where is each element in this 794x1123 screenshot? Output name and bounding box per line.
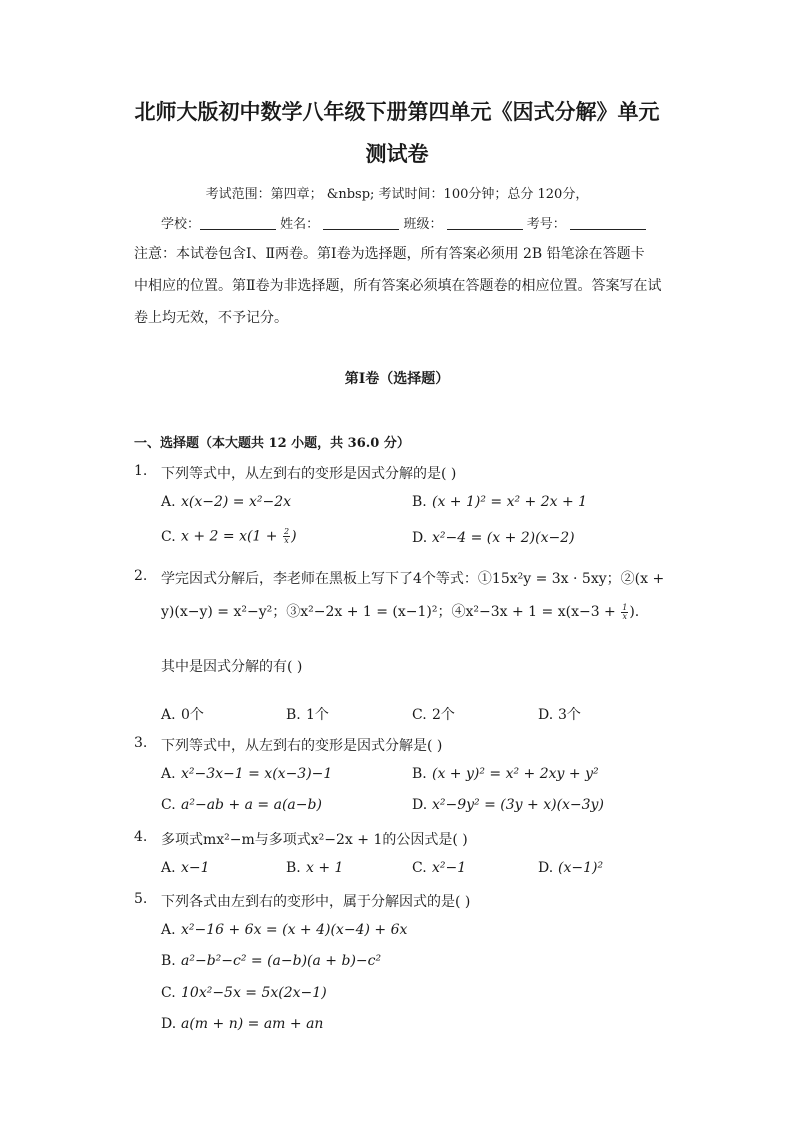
option-d[interactable]: [538, 704, 581, 724]
option-c[interactable]: [161, 985, 327, 1001]
fraction-denominator: x: [622, 611, 628, 621]
class-blank[interactable]: [447, 217, 523, 230]
school-label: 学校：: [161, 217, 201, 232]
question-stem: 下列等式中，从左到右的变形是因式分解的是( ): [161, 466, 457, 482]
option-label: D.: [161, 1016, 177, 1032]
option-d[interactable]: [412, 797, 604, 813]
option-text: x−1: [181, 860, 210, 876]
option-label: C.: [412, 860, 427, 876]
option-text: x²−1: [432, 860, 467, 876]
option-text: 10x²−5x = 5x(2x−1): [181, 985, 327, 1001]
option-a[interactable]: [161, 704, 204, 724]
option-c[interactable]: [412, 704, 455, 724]
fraction: [283, 528, 290, 545]
option-a[interactable]: [161, 494, 291, 510]
question-stem: 下列等式中，从左到右的变形是因式分解是( ): [161, 738, 443, 754]
option-label: C.: [412, 707, 427, 723]
name-blank[interactable]: [323, 217, 399, 230]
option-label: C.: [161, 528, 176, 545]
fraction-numerator: 2: [283, 527, 290, 536]
option-text: x²−16 + 6x = (x + 4)(x−4) + 6x: [181, 922, 408, 938]
option-label: B.: [161, 953, 176, 969]
stem-text: ).: [629, 604, 640, 620]
class-label: 班级：: [403, 217, 443, 232]
option-d[interactable]: [412, 530, 575, 546]
fraction: [621, 604, 628, 621]
option-d[interactable]: [161, 1016, 323, 1032]
option-a[interactable]: [161, 860, 210, 876]
question-stem: 下列各式由左到右的变形中，属于分解因式的是( ): [161, 894, 471, 910]
option-b[interactable]: [161, 953, 381, 969]
option-b[interactable]: [286, 860, 343, 876]
option-text: x + 2 = x(1 +: [181, 528, 282, 545]
question-number: 2.: [134, 568, 148, 584]
option-b[interactable]: [412, 766, 599, 782]
question-number: 1.: [134, 463, 148, 479]
option-text: (x−1)²: [558, 860, 604, 876]
option-label: A.: [161, 922, 176, 938]
question-number: 5.: [134, 891, 148, 907]
name-label: 姓名：: [280, 217, 320, 232]
option-label: D.: [538, 707, 554, 723]
option-label: A.: [161, 494, 176, 510]
exam-info: 考试范围：第四章； &nbsp; 考试时间：100分钟；总分 120分，: [205, 187, 589, 202]
option-c[interactable]: [161, 797, 322, 813]
notice-block: [134, 238, 664, 334]
student-info-row: [161, 213, 646, 232]
fraction-denominator: x: [284, 536, 289, 545]
option-text: x²−3x−1 = x(x−3)−1: [181, 766, 333, 782]
section-title: 第Ⅰ卷（选择题）: [344, 371, 450, 387]
option-b[interactable]: [412, 494, 587, 510]
option-text: x²−9y² = (3y + x)(x−3y): [432, 797, 604, 813]
notice-line: 卷上均无效，不予记分。: [134, 310, 288, 326]
notice-line: 注意：本试卷包含Ⅰ、Ⅱ两卷。第Ⅰ卷为选择题，所有答案必须用 2B 铅笔涂在答题卡: [134, 246, 645, 262]
option-text: 1个: [306, 707, 329, 723]
question-number: 3.: [134, 735, 148, 751]
option-text: x + 1: [306, 860, 344, 876]
option-label: A.: [161, 766, 176, 782]
option-a[interactable]: [161, 766, 332, 782]
option-text: (x + y)² = x² + 2xy + y²: [432, 766, 599, 782]
option-text: ): [291, 528, 297, 545]
question-stem: 多项式mx²−m与多项式x²−2x + 1的公因式是( ): [161, 832, 468, 848]
page-title-line2: 测试卷: [365, 141, 429, 166]
option-label: D.: [412, 797, 428, 813]
page-title-line1: 北师大版初中数学八年级下册第四单元《因式分解》单元: [134, 99, 660, 124]
option-label: C.: [161, 797, 176, 813]
question-stem: 学完因式分解后，李老师在黑板上写下了4个等式：①15x²y = 3x · 5xy；②(x +: [161, 571, 665, 587]
question-number: 4.: [134, 829, 148, 845]
number-blank[interactable]: [570, 217, 646, 230]
option-text: 0个: [181, 707, 204, 723]
notice-line: 中相应的位置。第Ⅱ卷为非选择题，所有答案必须填在答题卷的相应位置。答案写在试: [134, 278, 662, 294]
school-blank[interactable]: [200, 217, 276, 230]
option-label: B.: [412, 494, 427, 510]
option-a[interactable]: [161, 922, 407, 938]
option-label: B.: [286, 707, 301, 723]
option-text: a²−ab + a = a(a−b): [181, 797, 322, 813]
option-c[interactable]: [412, 860, 466, 876]
option-label: C.: [161, 985, 176, 1001]
option-text: 2个: [432, 707, 455, 723]
question-stem-line2: [161, 601, 639, 621]
option-label: A.: [161, 860, 176, 876]
question-stem-line3: 其中是因式分解的有( ): [161, 659, 303, 675]
option-c[interactable]: [161, 528, 297, 545]
part-title: 一、选择题（本大题共 12 小题，共 36.0 分）: [134, 436, 410, 451]
fraction-numerator: 1: [622, 602, 628, 612]
option-d[interactable]: [538, 860, 603, 876]
option-text: a²−b²−c² = (a−b)(a + b)−c²: [181, 953, 382, 969]
number-label: 考号：: [526, 217, 566, 232]
option-b[interactable]: [286, 704, 329, 724]
stem-text: y)(x−y) = x²−y²；③x²−2x + 1 = (x−1)²；④x²−3x + 1 = x(x−3 +: [161, 604, 621, 620]
option-text: 3个: [558, 707, 581, 723]
option-label: D.: [538, 860, 554, 876]
option-text: (x + 1)² = x² + 2x + 1: [432, 494, 588, 510]
option-label: B.: [412, 766, 427, 782]
option-text: x²−4 = (x + 2)(x−2): [432, 530, 575, 546]
option-text: x(x−2) = x²−2x: [181, 494, 292, 510]
option-label: D.: [412, 530, 428, 546]
option-label: A.: [161, 707, 176, 723]
option-text: a(m + n) = am + an: [181, 1016, 324, 1032]
option-label: B.: [286, 860, 301, 876]
